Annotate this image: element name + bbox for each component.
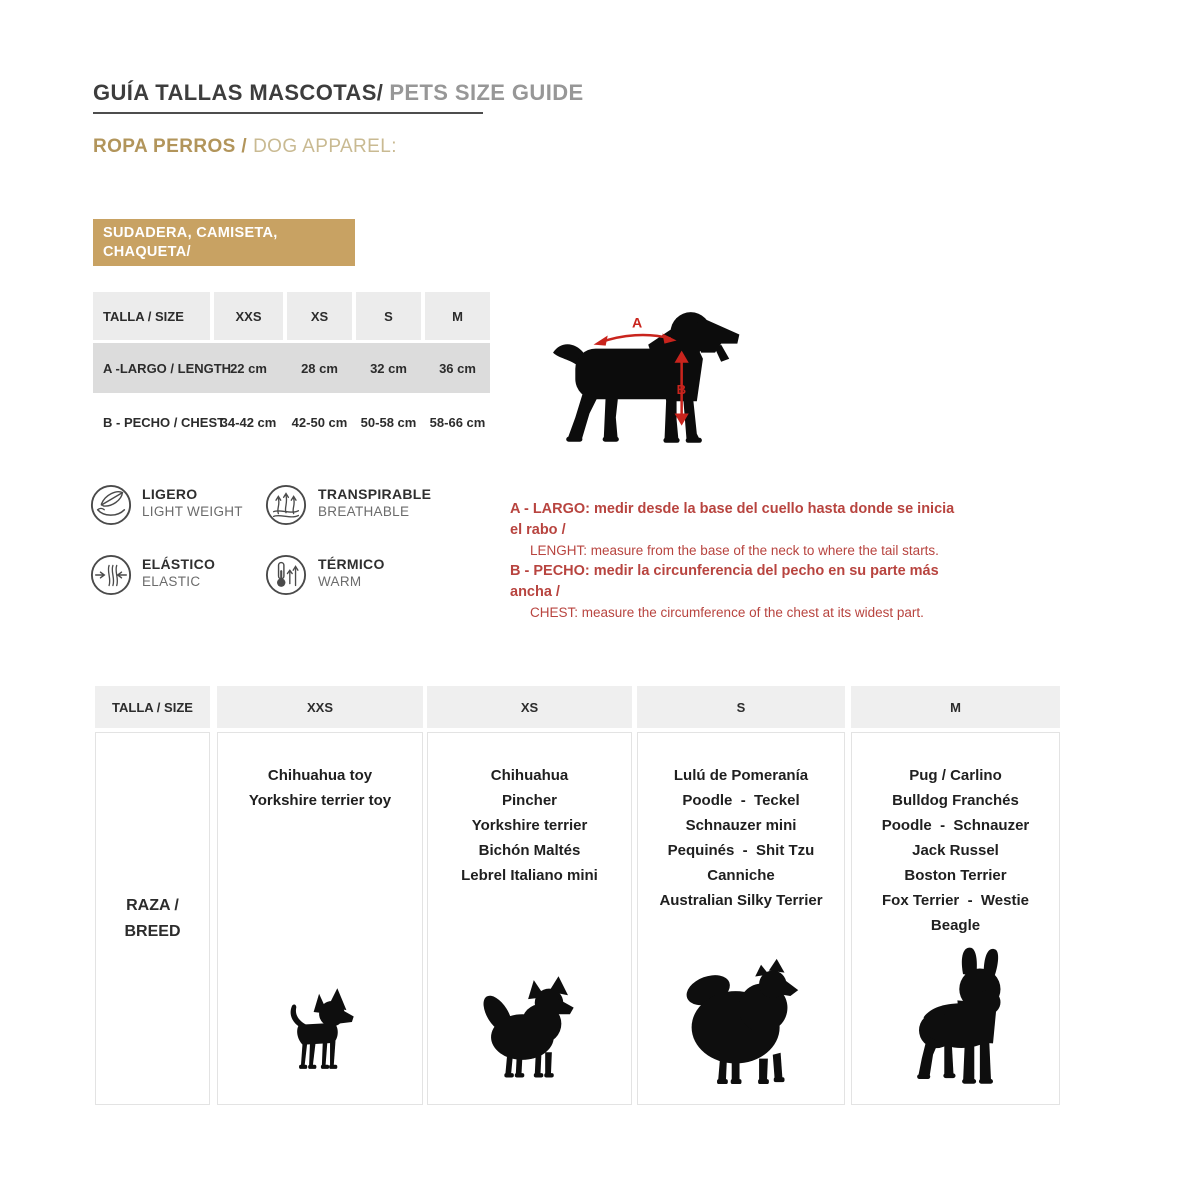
size-table-header-xxs: XXS — [214, 292, 283, 340]
feature-es: LIGERO — [142, 486, 198, 502]
size-table-header-m: M — [425, 292, 490, 340]
breathable-icon — [265, 484, 307, 526]
length-m: 36 cm — [439, 360, 476, 376]
dog-image-m — [852, 946, 1059, 1094]
breed-cell-xxs — [217, 732, 423, 1105]
feature-lightweight-label — [142, 486, 243, 520]
breed-header-s: S — [637, 686, 845, 728]
breed-cell-s — [637, 732, 845, 1105]
breed-list-s — [638, 763, 844, 913]
breed-name: Pincher — [501, 792, 558, 809]
breed-name: Lebrel Italiano mini — [461, 867, 598, 884]
row-length-label: A -LARGO / LENGTH — [103, 360, 232, 376]
breed-name: Bulldog Franchés — [892, 792, 1019, 809]
feature-en: LIGHT WEIGHT — [142, 504, 243, 519]
note-length-en: LENGHT: measure from the base of the neck to where the tail starts. — [530, 543, 939, 558]
note-pecho-es: B - PECHO: medir la circunferencia del pecho en su parte más ancha / — [510, 563, 939, 600]
dog-silhouette-pomeranian — [675, 951, 807, 1088]
breed-name: Chihuahua — [490, 767, 569, 784]
measure-arrow-a — [594, 315, 677, 345]
chest-m: 58-66 cm — [429, 414, 486, 430]
feature-es: ELÁSTICO — [142, 556, 216, 572]
breed-name: Schnauzer mini — [685, 817, 797, 834]
measure-label-a: A — [632, 315, 643, 332]
feature-warm — [265, 554, 307, 596]
breed-name: Pug / Carlino — [909, 767, 1002, 784]
breed-name: Australian Silky Terrier — [659, 892, 823, 909]
breed-name: Yorkshire terrier toy — [248, 792, 392, 809]
breed-header-label: TALLA / SIZE — [95, 686, 210, 728]
measure-label-b: B — [676, 382, 687, 398]
dog-image-xxs — [218, 986, 422, 1078]
breed-name: Beagle — [930, 917, 981, 934]
breed-list-xs — [428, 763, 631, 888]
category-line-es: SUDADERA, CAMISETA, CHAQUETA/ — [103, 225, 278, 260]
page-title-en: PETS SIZE GUIDE — [389, 80, 584, 105]
size-table-header-s: S — [356, 292, 421, 340]
breed-name: Poodle - Teckel — [682, 792, 800, 809]
dog-image-xs — [428, 974, 631, 1084]
feature-warm-label — [318, 556, 385, 590]
breed-name: Yorkshire terrier — [471, 817, 588, 834]
breed-cell-xs — [427, 732, 632, 1105]
dog-silhouette-longhair-chihuahua — [473, 974, 587, 1084]
size-table-header-label: TALLA / SIZE — [93, 292, 210, 340]
breed-name: Canniche — [707, 867, 775, 884]
breed-header-m: M — [851, 686, 1060, 728]
dog-image-s — [638, 951, 844, 1088]
feature-en: WARM — [318, 574, 362, 589]
breed-name: Chihuahua toy — [267, 767, 373, 784]
breed-name: Fox Terrier - Westie — [882, 892, 1029, 909]
breed-table — [95, 686, 1061, 1106]
breed-name: Bichón Maltés — [478, 842, 581, 859]
category-box — [93, 219, 355, 278]
feature-es: TRANSPIRABLE — [318, 486, 432, 502]
dog-silhouette-french-bulldog — [897, 946, 1015, 1094]
page-title-es: GUÍA TALLAS MASCOTAS/ — [93, 80, 384, 105]
breed-name: Lulú de Pomeranía — [673, 767, 809, 784]
chest-s: 50-58 cm — [360, 414, 417, 430]
feature-en: BREATHABLE — [318, 504, 410, 519]
feature-breathable — [265, 484, 307, 526]
feature-elastic — [90, 554, 132, 596]
category-line-en: SWEATSHIRT, T-SHIRT, JACKET — [103, 263, 307, 278]
chest-xs: 42-50 cm — [291, 414, 348, 430]
feature-breathable-label — [318, 486, 431, 520]
breed-cell-m — [851, 732, 1060, 1105]
row-chest-label: B - PECHO / CHEST — [103, 414, 226, 430]
breed-name: Poodle - Schnauzer — [881, 817, 1030, 834]
size-table-row-length — [93, 343, 490, 393]
size-table-row-chest — [93, 397, 490, 447]
measurement-notes — [510, 499, 965, 623]
breed-name: Boston Terrier — [904, 867, 1007, 884]
breed-name: Pequinés - Shit Tzu — [667, 842, 815, 859]
subtitle-en: DOG APPAREL: — [253, 136, 397, 157]
feather-hand-icon — [90, 484, 132, 526]
breed-row-label-en: BREED — [124, 922, 181, 940]
size-table — [93, 292, 490, 447]
measurement-diagram — [548, 298, 793, 458]
elastic-icon — [90, 554, 132, 596]
feature-elastic-label — [142, 556, 215, 590]
chest-xxs: 34-42 cm — [220, 414, 277, 430]
feature-lightweight — [90, 484, 132, 526]
subtitle-es: ROPA PERROS / — [93, 136, 248, 157]
feature-es: TÉRMICO — [318, 556, 385, 572]
breed-list-xxs — [218, 763, 422, 813]
breed-name: Jack Russel — [912, 842, 999, 859]
breed-header-xxs: XXS — [217, 686, 423, 728]
length-xs: 28 cm — [301, 360, 338, 376]
measure-dog-silhouette — [548, 298, 793, 458]
note-chest-en: CHEST: measure the circumference of the chest at its widest part. — [530, 605, 924, 620]
page-title — [93, 80, 584, 106]
breed-list-m — [852, 763, 1059, 938]
dog-silhouette-chihuahua — [279, 986, 361, 1078]
note-largo-es: A - LARGO: medir desde la base del cuello hasta donde se inicia el rabo / — [510, 501, 955, 538]
length-xxs: 22 cm — [230, 360, 267, 376]
size-table-header-xs: XS — [287, 292, 352, 340]
title-underline — [93, 112, 483, 114]
breed-row-label — [95, 732, 210, 1105]
feature-en: ELASTIC — [142, 574, 201, 589]
thermometer-icon — [265, 554, 307, 596]
length-s: 32 cm — [370, 360, 407, 376]
subtitle — [93, 136, 397, 158]
breed-header-xs: XS — [427, 686, 632, 728]
breed-row-label-es: RAZA / — [126, 896, 179, 914]
